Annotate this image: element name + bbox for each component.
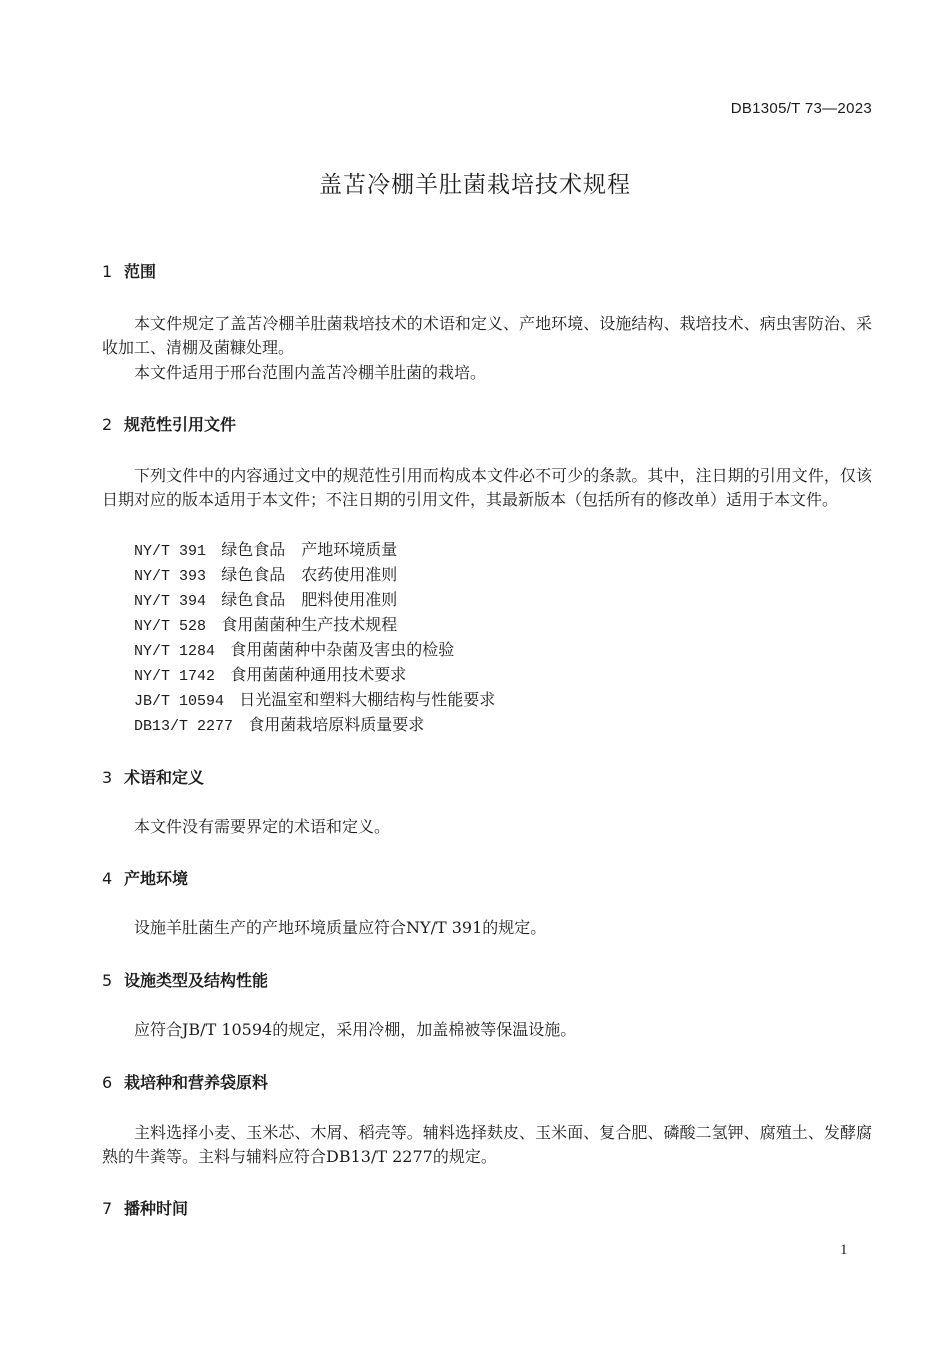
reference-code: NY/T 391 bbox=[134, 543, 207, 560]
section-6-paragraph-1: 主料选择小麦、玉米芯、木屑、稻壳等。辅料选择麸皮、玉米面、复合肥、磷酸二氢钾、腐殖土、发酵腐熟的牛粪等。主料与辅料应符合DB13/T 2277的规定。 bbox=[102, 1123, 872, 1166]
reference-item bbox=[134, 637, 495, 662]
section-title: 产地环境 bbox=[124, 869, 189, 888]
reference-item bbox=[134, 712, 495, 737]
reference-name: 食用菌菌种生产技术规程 bbox=[221, 615, 398, 634]
reference-item bbox=[134, 612, 495, 637]
section-3-heading bbox=[102, 765, 204, 788]
section-2-paragraph-1: 下列文件中的内容通过文中的规范性引用而构成本文件必不可少的条款。其中，注日期的引用文件，仅该日期对应的版本适用于本文件；不注日期的引用文件，其最新版本（包括所有的修改单）适用于本文件。 bbox=[102, 466, 872, 509]
reference-item bbox=[134, 687, 495, 712]
section-title: 设施类型及结构性能 bbox=[124, 971, 269, 990]
section-1-paragraph-1: 本文件规定了盖苫冷棚羊肚菌栽培技术的术语和定义、产地环境、设施结构、栽培技术、病虫害防治、采收加工、清棚及菌糠处理。 bbox=[102, 314, 872, 357]
reference-code: NY/T 1284 bbox=[134, 643, 216, 660]
section-1-heading bbox=[102, 259, 156, 282]
document-code: DB1305/T 73—2023 bbox=[730, 100, 872, 117]
reference-code: NY/T 1742 bbox=[134, 668, 216, 685]
page-number: 1 bbox=[840, 1242, 848, 1258]
section-number: 6 bbox=[102, 1073, 113, 1092]
reference-item bbox=[134, 587, 495, 612]
section-number: 1 bbox=[102, 262, 113, 281]
reference-name: 食用菌菌种通用技术要求 bbox=[230, 665, 407, 684]
reference-name: 绿色食品 产地环境质量 bbox=[221, 540, 398, 559]
section-4-heading bbox=[102, 866, 188, 889]
section-title: 栽培种和营养袋原料 bbox=[124, 1073, 269, 1092]
section-7-heading bbox=[102, 1196, 188, 1219]
section-title: 术语和定义 bbox=[124, 768, 205, 787]
section-4-paragraph-1: 设施羊肚菌生产的产地环境质量应符合NY/T 391的规定。 bbox=[134, 918, 547, 937]
section-6-heading bbox=[102, 1070, 268, 1093]
section-number: 5 bbox=[102, 971, 113, 990]
section-1-paragraph-2: 本文件适用于邢台范围内盖苫冷棚羊肚菌的栽培。 bbox=[134, 363, 487, 382]
section-3-paragraph-1: 本文件没有需要界定的术语和定义。 bbox=[134, 817, 391, 836]
reference-list bbox=[134, 537, 495, 737]
section-title: 范围 bbox=[124, 262, 157, 281]
section-2-heading bbox=[102, 412, 236, 435]
section-5-paragraph-1: 应符合JB/T 10594的规定，采用冷棚，加盖棉被等保温设施。 bbox=[134, 1020, 577, 1039]
reference-code: DB13/T 2277 bbox=[134, 718, 234, 735]
reference-item bbox=[134, 562, 495, 587]
reference-name: 食用菌栽培原料质量要求 bbox=[248, 715, 425, 734]
reference-item bbox=[134, 662, 495, 687]
section-number: 3 bbox=[102, 768, 113, 787]
document-title: 盖苫冷棚羊肚菌栽培技术规程 bbox=[319, 172, 631, 198]
reference-code: NY/T 394 bbox=[134, 593, 207, 610]
section-title: 规范性引用文件 bbox=[124, 415, 237, 434]
section-title: 播种时间 bbox=[124, 1199, 189, 1218]
reference-code: JB/T 10594 bbox=[134, 693, 225, 710]
reference-name: 日光温室和塑料大棚结构与性能要求 bbox=[239, 690, 496, 709]
reference-name: 食用菌菌种中杂菌及害虫的检验 bbox=[230, 640, 455, 659]
reference-name: 绿色食品 肥料使用准则 bbox=[221, 590, 398, 609]
reference-code: NY/T 528 bbox=[134, 618, 207, 635]
reference-code: NY/T 393 bbox=[134, 568, 207, 585]
section-number: 4 bbox=[102, 869, 113, 888]
reference-item bbox=[134, 537, 495, 562]
section-number: 7 bbox=[102, 1199, 113, 1218]
reference-name: 绿色食品 农药使用准则 bbox=[221, 565, 398, 584]
section-number: 2 bbox=[102, 415, 113, 434]
section-5-heading bbox=[102, 968, 268, 991]
